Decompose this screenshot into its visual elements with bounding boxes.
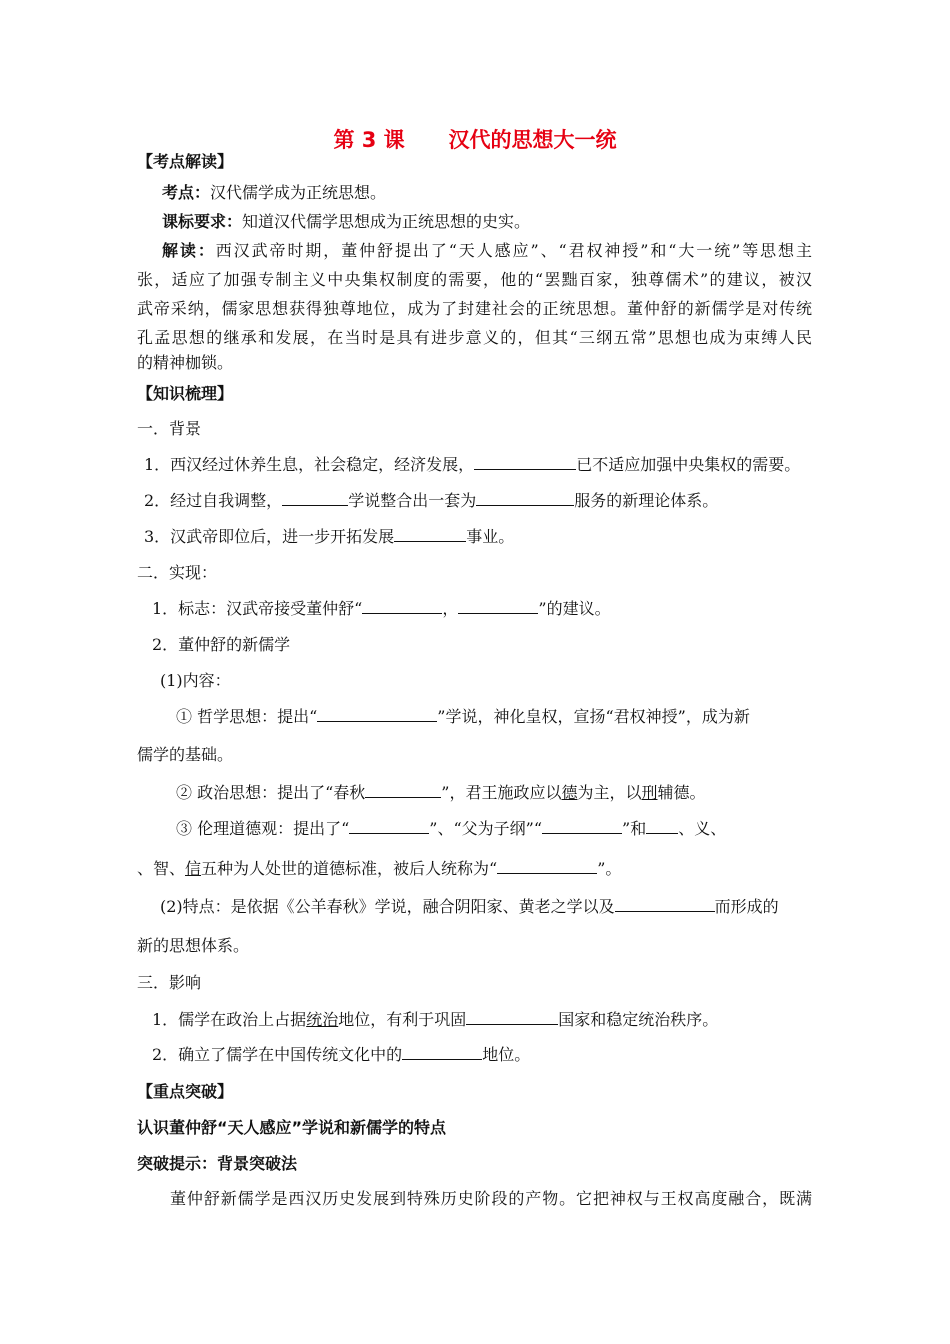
zhishi-s2-point-3-cont <box>137 859 621 879</box>
text-fragment: ”，君王施政应以 <box>441 783 562 802</box>
text-fragment: ”和 <box>622 819 647 838</box>
fill-blank <box>362 599 442 614</box>
kaodian-point <box>162 183 386 203</box>
zhishi-s3-item-1 <box>152 1010 718 1030</box>
underlined-text: 刑 <box>641 783 658 802</box>
text-fragment: (2)特点：是依据《公羊春秋》学说，融合阴阳家、黄老之学以及 <box>160 897 615 916</box>
zhishi-s2-item-2: 2．董仲舒的新儒学 <box>152 635 291 654</box>
zhishi-s2-feature <box>160 897 779 917</box>
section-heading-zhongdian: 【重点突破】 <box>137 1082 234 1101</box>
zhongdian-paragraph: 董仲舒新儒学是西汉历史发展到特殊历史阶段的产物。它把神权与王权高度融合，既满 <box>170 1189 812 1208</box>
zhishi-s2-content-label: (1)内容： <box>160 671 231 690</box>
fill-blank <box>542 819 622 834</box>
text-fragment: 1．标志：汉武帝接受董仲舒“ <box>152 599 363 618</box>
text-fragment: 而形成的 <box>714 897 779 916</box>
fill-blank <box>466 1010 558 1025</box>
kaodian-interp-label: 解读： <box>162 241 216 260</box>
text-fragment: ”、“父为子纲”“ <box>429 819 543 838</box>
zhishi-s2-point-1-cont: 儒学的基础。 <box>137 745 234 764</box>
section-heading-zhishi: 【知识梳理】 <box>137 384 234 403</box>
fill-blank <box>497 859 597 874</box>
text-fragment: ”。 <box>597 859 622 878</box>
fill-blank <box>365 783 441 798</box>
text-fragment: 已不适应加强中央集权的需要。 <box>576 455 801 474</box>
zhishi-s1-item-2 <box>144 491 718 511</box>
text-fragment: 3．汉武帝即位后，进一步开拓发展 <box>144 527 395 546</box>
text-fragment: 五种为人处世的道德标准，被后人统称为“ <box>201 859 498 878</box>
zhishi-s3-item-2 <box>152 1045 530 1065</box>
zhishi-s2-item-1 <box>152 599 611 619</box>
fill-blank <box>458 599 538 614</box>
zhishi-s2-feature-cont: 新的思想体系。 <box>137 936 250 955</box>
kaodian-requirement <box>162 212 530 232</box>
zhishi-s1-item-1 <box>144 455 800 475</box>
section-heading-kaodian: 【考点解读】 <box>137 152 234 171</box>
zhishi-s2-point-3 <box>176 819 726 839</box>
fill-blank <box>476 491 574 506</box>
fill-blank <box>317 707 437 722</box>
text-fragment: ③ 伦理道德观：提出了“ <box>176 819 350 838</box>
text-fragment: 1．儒学在政治上占据 <box>152 1010 307 1029</box>
zhishi-s3-title: 三．影响 <box>137 973 202 992</box>
fill-blank <box>349 819 429 834</box>
zhishi-s1-title: 一．背景 <box>137 419 202 438</box>
text-fragment: 、义、 <box>678 819 727 838</box>
fill-blank <box>474 455 576 470</box>
page-title: 第 3 课 汉代的思想大一统 <box>333 128 617 152</box>
text-fragment: ② 政治思想：提出了“春秋 <box>176 783 366 802</box>
underlined-text: 信 <box>185 859 202 878</box>
zhishi-s1-item-3 <box>144 527 514 547</box>
zhongdian-subtitle: 认识董仲舒“天人感应”学说和新儒学的特点 <box>137 1118 447 1137</box>
text-fragment: 为主，以 <box>577 783 642 802</box>
text-fragment: 服务的新理论体系。 <box>574 491 719 510</box>
fill-blank <box>282 491 348 506</box>
fill-blank <box>394 527 466 542</box>
text-fragment: 学说整合出一套为 <box>348 491 477 510</box>
kaodian-interp-line-2: 张，适应了加强专制主义中央集权制度的需要，他的“罢黜百家，独尊儒术”的建议，被汉 <box>137 270 812 289</box>
kaodian-interp-line-3: 武帝采纳，儒家思想获得独尊地位，成为了封建社会的正统思想。董仲舒的新儒学是对传统 <box>137 299 812 318</box>
text-fragment: ① 哲学思想：提出“ <box>176 707 318 726</box>
kaodian-interp-line-5: 的精神枷锁。 <box>137 353 234 372</box>
text-fragment: 国家和稳定统治秩序。 <box>558 1010 719 1029</box>
underlined-text: 统治 <box>306 1010 339 1029</box>
zhishi-s2-point-1 <box>176 707 750 727</box>
fill-blank <box>402 1045 482 1060</box>
kaodian-interp-text: 西汉武帝时期，董仲舒提出了“天人感应”、“君权神授”和“大一统”等思想主 <box>215 241 812 260</box>
zhongdian-tip: 突破提示：背景突破法 <box>137 1154 298 1173</box>
text-fragment: 、智、 <box>137 859 186 878</box>
kaodian-point-text: 汉代儒学成为正统思想。 <box>210 183 387 202</box>
kaodian-req-text: 知道汉代儒学思想成为正统思想的史实。 <box>242 212 531 231</box>
underlined-text: 德 <box>561 783 578 802</box>
text-fragment: ， <box>442 599 459 618</box>
text-fragment: ”学说，神化皇权，宣扬“君权神授”，成为新 <box>437 707 750 726</box>
fill-blank <box>646 819 678 834</box>
zhishi-s2-title: 二．实现： <box>137 563 218 582</box>
text-fragment: 地位，有利于巩固 <box>338 1010 467 1029</box>
text-fragment: ”的建议。 <box>538 599 611 618</box>
fill-blank <box>615 897 715 912</box>
text-fragment: 地位。 <box>482 1045 531 1064</box>
text-fragment: 1．西汉经过休养生息，社会稳定，经济发展， <box>144 455 475 474</box>
kaodian-point-label: 考点： <box>162 183 211 202</box>
text-fragment: 辅德。 <box>657 783 706 802</box>
text-fragment: 2．经过自我调整， <box>144 491 283 510</box>
kaodian-req-label: 课标要求： <box>162 212 243 231</box>
text-fragment: 事业。 <box>466 527 515 546</box>
kaodian-interp-line-1 <box>162 241 812 261</box>
text-fragment: 2．确立了儒学在中国传统文化中的 <box>152 1045 403 1064</box>
kaodian-interp-line-4: 孔孟思想的继承和发展，在当时是具有进步意义的，但其“三纲五常”思想也成为束缚人民 <box>137 328 812 347</box>
zhishi-s2-point-2 <box>176 783 706 803</box>
